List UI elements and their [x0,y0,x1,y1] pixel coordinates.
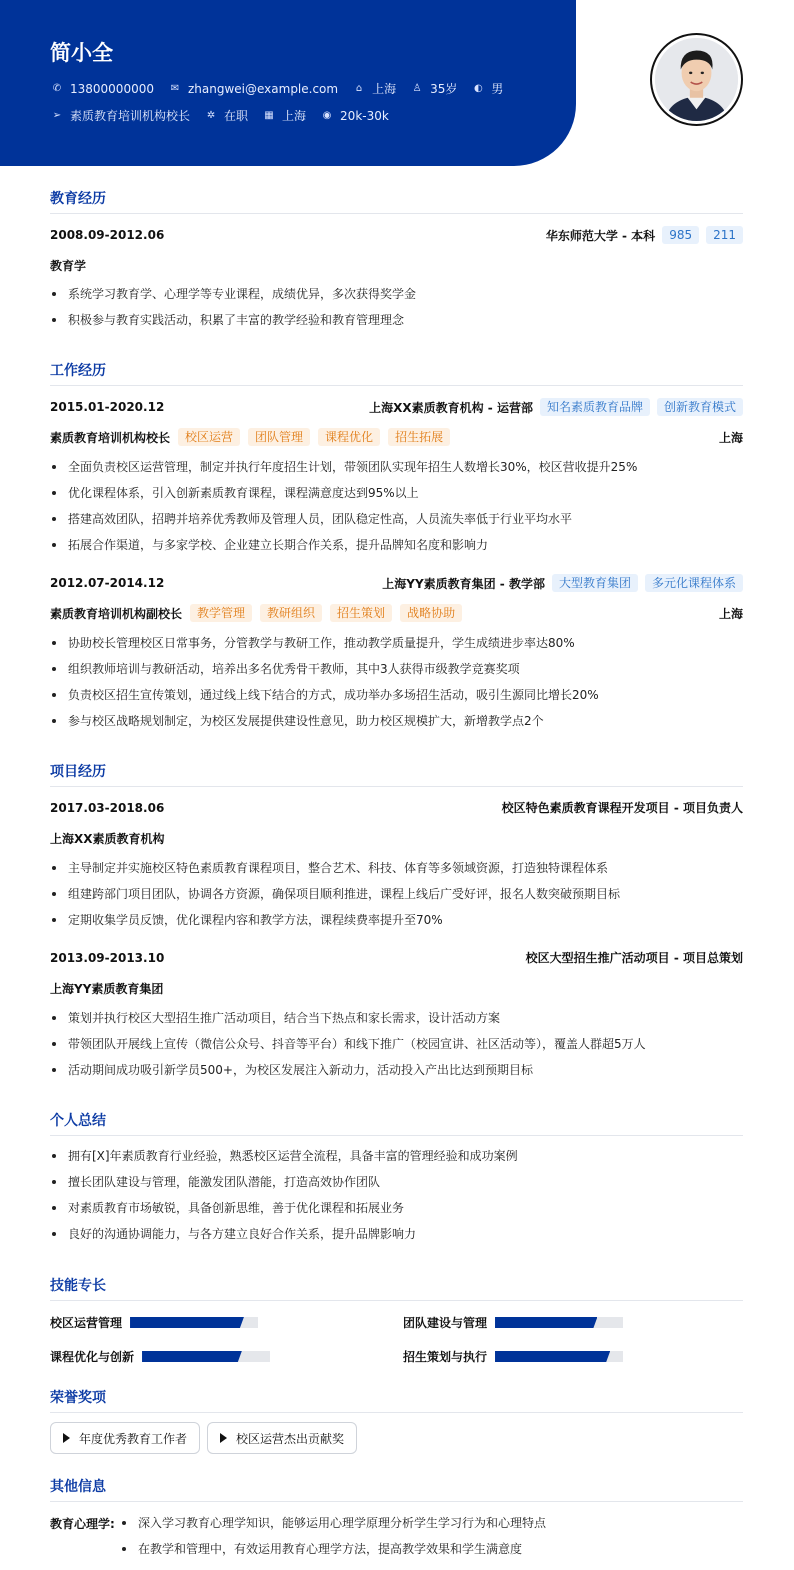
work-role-block [50,428,450,446]
list-item: 定期收集学员反馈，优化课程内容和教学方法，课程续费率提升至70% [50,912,743,938]
role-tag: 团队管理 [248,428,310,446]
company-tag: 大型教育集团 [552,574,638,592]
skill-bar-fill [130,1317,244,1328]
work-header [50,574,743,592]
project-header [50,799,743,816]
mail-icon: ✉ [170,83,180,94]
portrait-illustration [655,38,738,121]
work-company-block [382,574,743,592]
section-title-work: 工作经历 [50,360,743,386]
project-org: 上海YY素质教育集团 [50,982,164,996]
work-bullets [50,635,743,739]
skill-name: 课程优化与创新 [50,1350,135,1364]
status-item [204,107,248,124]
role-name: 素质教育培训机构校长 [50,430,171,445]
education-date: 2008.09-2012.06 [50,228,165,242]
play-icon [220,1433,227,1443]
list-item: 协助校长管理校区日常事务，分管教学与教研工作，推动教学质量提升，学生成绩进步率达80% [50,635,743,661]
list-item: 在教学和管理中，有效运用教育心理学方法，提高教学效果和学生满意度 [120,1541,546,1567]
award-chip [50,1422,200,1454]
list-item: 带领团队开展线上宣传（微信公众号、抖音等平台）和线下推广（校园宣讲、社区活动等），覆盖人群超5万人 [50,1036,743,1062]
list-item: 负责校区招生宣传策划，通过线上线下结合的方式，成功举办多场招生活动，吸引生源同比增长20% [50,687,743,713]
role-tag: 教学管理 [190,604,252,622]
email-item [168,82,338,96]
salary-icon: ◉ [322,110,332,121]
award-label: 校区运营杰出贡献奖 [236,1431,345,1446]
gender-icon: ◐ [474,83,483,94]
home-icon: ⌂ [355,83,363,94]
phone-text: 13800000000 [70,81,154,96]
project-bullets [50,860,743,938]
education-bullets [50,286,743,338]
list-item: 参与校区战略规划制定，为校区发展提供建设性意见，助力校区规模扩大，新增教学点2个 [50,713,743,739]
age-text: 35岁 [430,82,458,96]
list-item: 拥有[X]年素质教育行业经验，熟悉校区运营全流程，具备丰富的管理经验和成功案例 [50,1148,743,1174]
project-header [50,949,743,966]
role-tag: 战略协助 [400,604,462,622]
role-tag: 招生策划 [330,604,392,622]
work-role-row [50,428,743,446]
skill-bar [495,1317,623,1328]
status-icon: ✲ [206,110,216,121]
skill-item [403,1314,623,1331]
work-company-block [369,398,743,416]
section-title-skills: 技能专长 [50,1275,743,1301]
section-title-awards: 荣誉奖项 [50,1387,743,1413]
age-icon: ♙ [412,83,422,94]
summary-bullets [50,1148,743,1252]
other-bullets [120,1515,546,1567]
salary-item [320,109,389,123]
position-item [50,107,190,124]
project-name: 校区大型招生推广活动项目 - 项目总策划 [525,951,743,965]
project-name: 校区特色素质教育课程开发项目 - 项目负责人 [501,801,743,815]
position-text: 素质教育培训机构校长 [70,109,191,123]
candidate-name: 简小全 [50,41,113,65]
work-header [50,398,743,416]
school-tag: 985 [662,226,699,244]
work-date: 2015.01-2020.12 [50,400,165,414]
skill-item [50,1314,258,1331]
skill-bar [495,1351,623,1362]
project-org: 上海XX素质教育机构 [50,832,165,846]
list-item: 擅长团队建设与管理，能激发团队潜能，打造高效协作团队 [50,1174,743,1200]
list-item: 组织教师培训与教研活动，培养出多名优秀骨干教师，其中3人获得市级教学竞赛奖项 [50,661,743,687]
list-item: 良好的沟通协调能力，与各方建立良好合作关系，提升品牌影响力 [50,1226,743,1252]
list-item: 主导制定并实施校区特色素质教育课程项目，整合艺术、科技、体育等多领域资源，打造独特课程体系 [50,860,743,886]
contact-row [50,80,517,97]
section-title-projects: 项目经历 [50,761,743,787]
company-name: 上海XX素质教育机构 - 运营部 [369,400,533,415]
list-item: 系统学习教育学、心理学等专业课程，成绩优异，多次获得奖学金 [50,286,743,312]
target-city-text: 上海 [282,109,307,123]
skill-bar-fill [495,1317,597,1328]
work-city: 上海 [718,606,743,621]
work-role-row [50,604,743,622]
phone-icon: ✆ [52,83,62,94]
work-role-block [50,604,462,622]
skill-bar-fill [495,1351,610,1362]
work-date: 2012.07-2014.12 [50,576,165,590]
email-text: zhangwei@example.com [187,81,339,96]
location-text: 上海 [372,82,397,96]
award-label: 年度优秀教育工作者 [79,1431,188,1446]
skill-name: 团队建设与管理 [403,1316,488,1330]
skill-bar [142,1351,270,1362]
target-city-item [262,107,306,124]
salary-text: 20k-30k [340,108,389,123]
play-icon [63,1433,70,1443]
send-icon: ➢ [52,110,62,121]
gender-item [471,80,503,97]
company-name: 上海YY素质教育集团 - 教学部 [382,576,545,591]
avatar-photo [655,38,738,121]
role-tag: 招生拓展 [388,428,450,446]
list-item: 全面负责校区运营管理，制定并执行年度招生计划，带领团队实现年招生人数增长30%，校区营收提升25% [50,459,743,485]
school-name: 华东师范大学 - 本科 [545,228,656,243]
list-item: 策划并执行校区大型招生推广活动项目，结合当下热点和家长需求，设计活动方案 [50,1010,743,1036]
list-item: 深入学习教育心理学知识，能够运用心理学原理分析学生学习行为和心理特点 [120,1515,546,1541]
role-tag: 课程优化 [318,428,380,446]
role-name: 素质教育培训机构副校长 [50,606,183,621]
other-label: 教育心理学: [50,1517,115,1531]
status-text: 在职 [224,109,249,123]
skill-item [50,1348,270,1365]
avatar [650,33,743,126]
education-major: 教育学 [50,259,87,273]
work-city: 上海 [718,430,743,445]
role-tag: 校区运营 [178,428,240,446]
job-row [50,107,403,124]
project-date: 2017.03-2018.06 [50,800,165,815]
building-icon: ▦ [264,110,274,121]
list-item: 对素质教育市场敏锐，具备创新思维，善于优化课程和拓展业务 [50,1200,743,1226]
location-item [352,80,396,97]
list-item: 优化课程体系，引入创新素质教育课程，课程满意度达到95%以上 [50,485,743,511]
company-tag: 多元化课程体系 [645,574,743,592]
skill-item [403,1348,623,1365]
company-tag: 知名素质教育品牌 [540,398,650,416]
section-title-other: 其他信息 [50,1476,743,1502]
project-date: 2013.09-2013.10 [50,950,165,965]
skill-name: 校区运营管理 [50,1316,123,1330]
skill-bar [130,1317,258,1328]
work-bullets [50,459,743,563]
skill-name: 招生策划与执行 [403,1350,488,1364]
section-title-education: 教育经历 [50,188,743,214]
school-tag: 211 [706,226,743,244]
skill-bar-fill [142,1351,242,1362]
list-item: 搭建高效团队，招聘并培养优秀教师及管理人员，团队稳定性高，人员流失率低于行业平均水平 [50,511,743,537]
project-bullets [50,1010,743,1088]
list-item: 组建跨部门项目团队，协调各方资源，确保项目顺利推进，课程上线后广受好评，报名人数突破预期目标 [50,886,743,912]
list-item: 拓展合作渠道，与多家学校、企业建立长期合作关系，提升品牌知名度和影响力 [50,537,743,563]
section-title-summary: 个人总结 [50,1110,743,1136]
list-item: 活动期间成功吸引新学员500+，为校区发展注入新动力，活动投入产出比达到预期目标 [50,1062,743,1088]
award-chip [207,1422,357,1454]
phone-item [50,82,154,96]
list-item: 积极参与教育实践活动，积累了丰富的教学经验和教育管理理念 [50,312,743,338]
age-item [410,80,457,97]
role-tag: 教研组织 [260,604,322,622]
education-header [50,226,743,244]
education-school-block [546,226,743,244]
company-tag: 创新教育模式 [657,398,743,416]
gender-text: 男 [491,82,504,96]
